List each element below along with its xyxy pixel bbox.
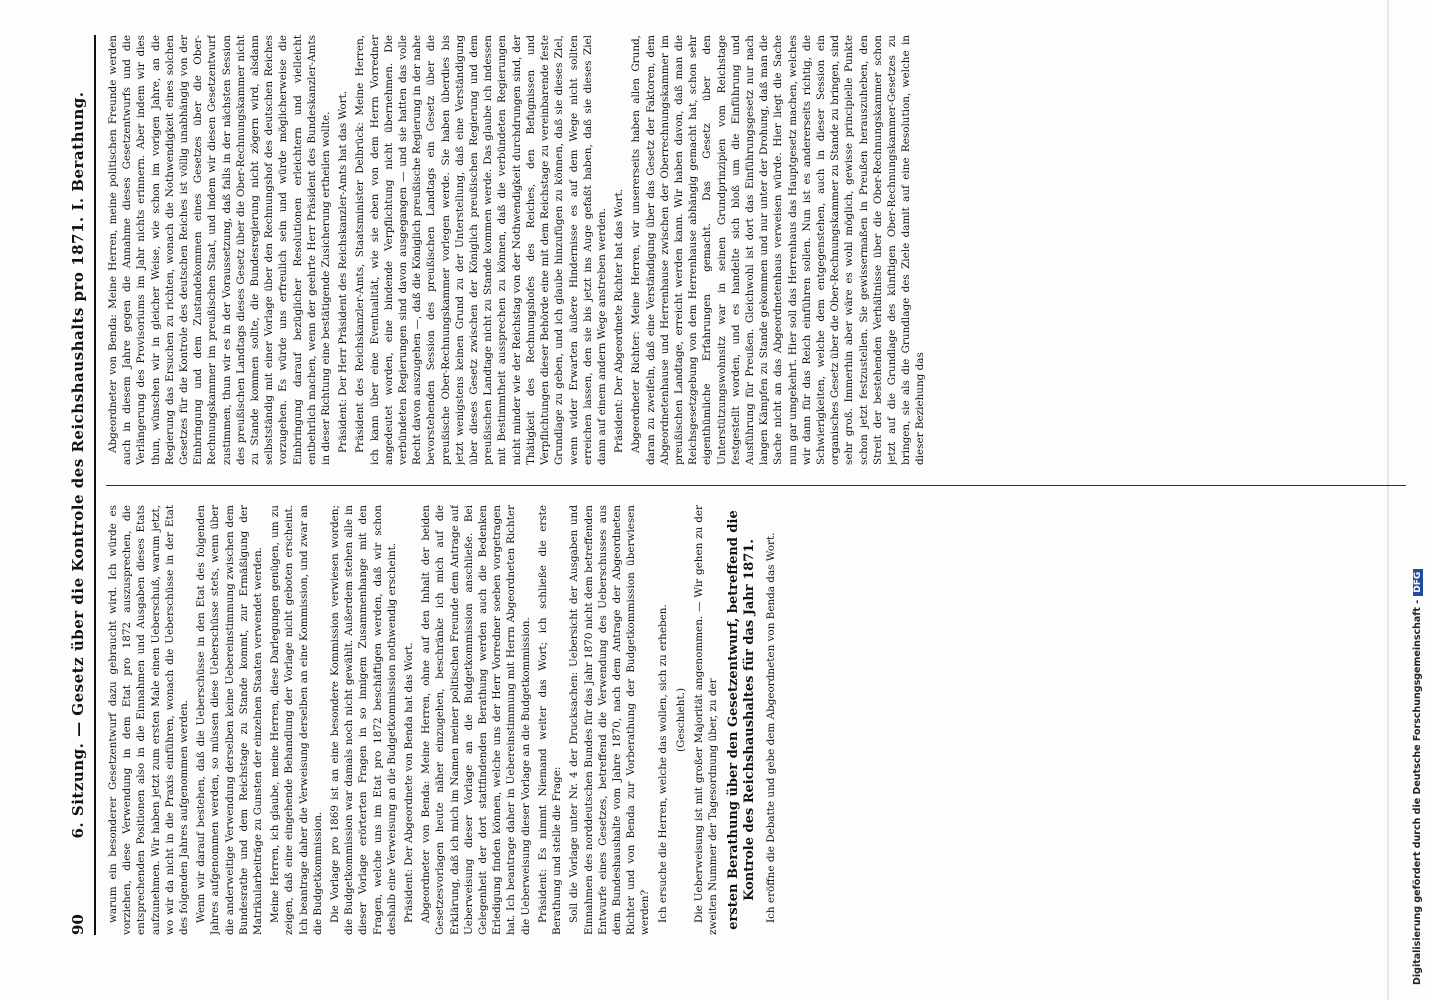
text-columns (106, 35, 1406, 935)
paragraph: warum ein besonderer Gesetzentwurf dazu gebraucht wird. Ich würde es vorziehen, diese Verwendung in dem Etat pro 1872 auszusprechen, die entsprechenden Positionen also in die Einnahmen und Ausgaben dieses Etats aufzunehmen. Wir haben jetzt zum ersten Male einen Ueberschuß, warum jetzt, wo wir da nicht in die Praxis einführen, wonach die Ueberschüsse in der Etat des folgenden Jahres aufgenommen werden. (107, 505, 191, 935)
right-column (106, 35, 1406, 465)
paragraph: Meine Herren, ich glaube, meine Herren, diese Darlegungen genügen, um zu zeigen, daß eine eingehende Behandlung der Vorlage nicht geboten erscheint. Ich beantrage daher die Verweisung derselben an eine Kommission, und zwar an die Budgetkommission. (269, 505, 324, 935)
speech-benda: Abgeordneter von Benda: Meine Herren, meine politischen Freunde werden auch in diesem Jahre gegen die Annahme dieses Gesetzentwurfs und die Verlängerung des Provisoriums im Jahr nichts erinnern. Aber indem wir dies thun, wünschen wir in gleicher Weise, wie schon im vorigen Jahre, an die Regierung das Ersuchen zu richten, wonach die Nothwendigkeit eines solchen Gesetzes für die Kontrole des deutschen Reiches ist völlig unabhängig von der Einbringung und dem Zustandekommen eines Gesetzes über die Ober-Rechnungskammer im preußischen Staat, und indem wir diesen Gesetzentwurf zustimmen, thun wir es in der Voraussetzung, daß falls in der nächsten Session des preußischen Landtags dieses Gesetz über die Ober-Rechnungskammer nicht zu Stande kommen sollte, die Bundesregierung nicht zögern wird, alsdann selbstständig mit einer Vorlage über den Rechnungshof des deutschen Reiches vorzugehen. Es würde uns erfreulich sein und würde möglicherweise die Einbringung darauf bezüglicher Resolutionen erleichtern und vielleicht entbehrlich machen, wenn der geehrte Herr Präsident des Bundeskanzler-Amts in dieser Richtung eine bestätigende Zusicherung ertheilen wollte. (107, 35, 333, 465)
digitization-text: Digitalisierung gefördert durch die Deutsche Forschungsgemeinschaft - (1412, 599, 1423, 985)
column-divider (106, 485, 1406, 486)
speech-richter: Abgeordneter Richter: Meine Herren, wir unsererseits haben allen Grund, daran zu zweifeln, daß eine Verständigung über das Gesetz der Faktoren, dem Abgeordnetenhause und Herrenhause zwischen der Oberrechnungskammer im preußischen Landtage, erreicht werden kann. Wir haben davon, daß man die Reichsgesetzgebung von dem Herrenhause abhängig gemacht hat, schon sehr eigenthümliche Erfahrungen gemacht. Das Gesetz über den Unterstützungswohnsitz war in seinen Grundprinzipien vom Reichstage festgestellt worden, und es handelte sich bloß um die Einführung und Ausführung für Preußen. Gleichwohl ist dort das Einführungsgesetz nur nach langen Kämpfen zu Stande gekommen und nur unter der Drohung, daß man die Sache nicht an das Abgeordnetenhaus verweisen würde. Hier liegt die Sache nun gar umgekehrt. Hier soll das Herrenhaus das Hauptgesetz machen, welches wir dann für das Reich einführen sollen. Nun ist es andererseits richtig, die Schwierigkeiten, welche dem entgegenstehen, auch in dieser Session ein organisches Gesetz über die Ober-Rechnungskammer zu Stande zu bringen, sind sehr groß. Immerhin aber wäre es wohl möglich, gewisse principielle Punkte schon jetzt festzustellen. Sie gewissermaßen in Preußen herauszuheben, den Streit der bestehenden Verhältnisse über die Ober-Rechnungskammer schon jetzt auf die Grundlage des künftigen Ober-Rechnungskammer-Gesetzes zu bringen, sie als die Grundlage des Ziele damit auf eine Resolution, welche in dieser Beziehung das (630, 35, 927, 465)
speech-benda: Abgeordneter von Benda: Meine Herren, ohne auf den Inhalt der beiden Gesetzesvorlagen heute näher einzugehen, beschränke ich mich auf die Erklärung, daß ich mich im Namen meiner politischen Freunde dem Antrage auf Ueberweisung dieser Vorlage an die Budgetkommission anschließe. Bei Gelegenheit der dort stattfindenden Berathung werden auch die Bedenken Erledigung finden können, welche uns der Herr Vorredner soeben vorgetragen hat. Ich beantrage daher in Uebereinstimmung mit Herrn Abgeordneten Richter die Ueberweisung dieser Vorlage an die Budgetkommission. (420, 505, 532, 935)
closing-text: Ich eröffne die Debatte und gebe dem Abgeordneten von Benda das Wort. (765, 532, 778, 923)
header-title: 6. Sitzung. — Gesetz über die Kontrole des Reichshaushalts pro 1871. I. Berathung. (69, 91, 87, 839)
speech-delbrueck: Präsident des Reichskanzler-Amts, Staatsminister Delbrück: Meine Herren, ich kann über eine Eventualität, wie sie eben von dem Herrn Vorredner angedeutet worden, eine bindende Verpflichtung nicht übernehmen. Die verbündeten Regierungen sind davon ausgegangen — und sie hatten das volle Recht davon auszugehen —, daß die Königlich preußische Regierung in der nahe bevorstehenden Session des preußischen Landtags ein Gesetz über die preußische Ober-Rechnungskammer vorlegen werde. Sie haben überdies bis jetzt wenigstens keinen Grund zu der Unterstellung, daß eine Verständigung über dieses Gesetz zwischen der Königlich preußischen Regierung und dem preußischen Landtage nicht zu Stande kommen werde. Das glaube ich indessen mit Bestimmtheit aussprechen zu können, daß die verbündeten Regierungen nicht minder wie der Reichstag von der Nothwendigkeit durchdrungen sind, der Thätigkeit des Rechnungshofes des Reiches, den Befugnissen und Verpflichtungen dieser Behörde eine mit dem Reichstage zu vereinbarende feste Grundlage zu geben, und ich glaube hinzufügen zu können, daß sie dieses Ziel, wenn wider Erwarten äußere Hindernisse es auf dem Wege nicht sollten erreichen lassen, den sie bis jetzt ins Auge gefaßt haben, daß sie dieses Ziel dann auf einem andern Wege anstreben werden. (354, 35, 608, 465)
president-statement: Präsident: Es nimmt Niemand weiter das Wort; ich schließe die erste Berathung und stelle die Frage: (536, 505, 564, 935)
paragraph: Wenn wir darauf bestehen, daß die Ueberschüsse in den Etat des folgenden Jahres aufgenommen werden, so müssen diese Ueberschüsse stets, wenn über die anderweitige Verwendung derselben keine Uebereinstimmung zwischen dem Bundesrathe und dem Reichstage zu Stande kommt, zur Ermäßigung der Matrikularbeiträge zu Gunsten der einzelnen Staaten verwendet werden. (195, 505, 265, 935)
president-statement: Präsident: Der Herr Präsident des Reichskanzler-Amts hat das Wort. (337, 90, 350, 453)
question-text: Soll die Vorlage unter Nr. 4 der Drucksachen: Uebersicht der Ausgaben und Einnahmen des norddeutschen Bundes für das Jahr 1870 nicht dem betreffenden Entwurfe eines Gesetzes, betreffend die Verwendung des Ueberschusses aus dem Bundeshaushalte vom Jahre 1870, nach dem Antrage der Abgeordneten Richter und von Benda zur Vorberathung der Budgetkommission überwiesen werden? (568, 505, 652, 935)
rotated-sheet (64, 35, 1414, 935)
president-statement: Präsident: Der Abgeordnete Richter hat das Wort. (613, 188, 626, 453)
president-statement: Präsident: Der Abgeordnete von Benda hat das Wort. (403, 642, 416, 923)
digitization-note (1412, 25, 1423, 985)
dfg-badge: DFG (1413, 569, 1423, 596)
section-heading: ersten Berathung über den Gesetzentwurf, betreffend die Kontrole des Reichshaushaltes für das Jahr 1871. (726, 510, 758, 930)
stage-direction: (Geschieht.) (674, 687, 687, 753)
request-text: Ich ersuche die Herren, welche das wollen, sich zu erheben. (656, 604, 669, 923)
paragraph: Die Vorlage pro 1869 ist an eine besondere Kommission verwiesen worden; die Budgetkommission war damals noch nicht gewählt. Außerdem stehen alle in dieser Vorlage erörterten Fragen in so innigem Zusammenhange mit den Fragen, welche uns im Etat pro 1872 beschäftigen werden, daß wir schon deshalb eine Verweisung an die Budgetkommission nothwendig erscheint. (329, 505, 398, 935)
left-column (106, 505, 1406, 935)
page-number: 90 (69, 914, 87, 935)
running-header (64, 35, 96, 935)
result-text: Die Ueberweisung ist mit großer Majorität angenommen. — Wir gehen zu der zweiten Nummer der Tagesordnung über, zu der (692, 505, 720, 935)
